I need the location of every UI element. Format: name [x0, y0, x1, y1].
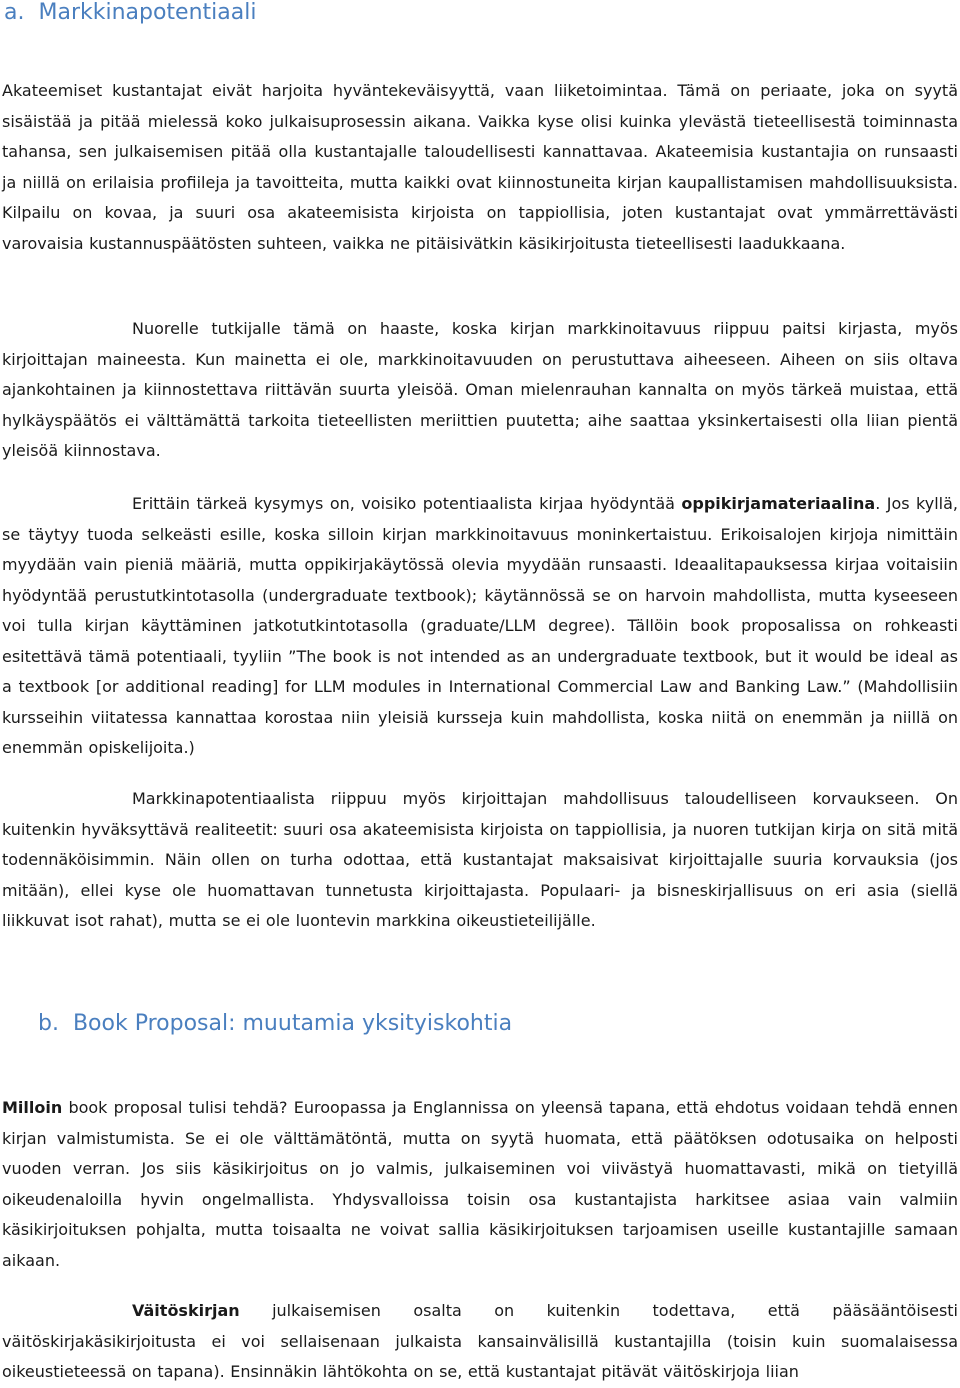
section-heading-a	[4, 0, 256, 26]
section-heading-b	[38, 1011, 512, 1037]
text-run: . Jos kyllä, se täytyy tuoda selkeästi esille, koska silloin kirjan markkinoitavuus moninkertaistuu. Erikoisalojen kirjoja nimittäin myydään vain pieniä määriä, mutta oppikirjakäytössä olevia myydään runsaasti. Ideaalitapauksessa kirjaa voitaisiin hyödyntää perustutkintotasolla (undergraduate textbook); käytännössä se on harvoin mahdollista, mutta kyseeseen voi tulla kirjan käyttäminen jatkotutkintotasolla (graduate/LLM degree). Tällöin book proposalissa on rohkeasti esitettävä tämä potentiaali, tyyliin ”The book is not intended as an undergraduate textbook, but it would be ideal as a textbook [or additional reading] for LLM modules in International Commercial Law and Banking Law.” (Mahdollisiin kursseihin viitatessa kannattaa korostaa niin yleisiä kursseja kuin mahdollista, koska niitä on enemmän ja niillä on enemmän opiskelijoita.)	[2, 494, 959, 757]
bold-term: oppikirjamateriaalina	[681, 494, 876, 513]
bold-term: Milloin	[2, 1098, 63, 1117]
paragraph-compensation: Markkinapotentiaalista riippuu myös kirjoittajan mahdollisuus taloudelliseen korvaukseen. On kuitenkin hyväksyttävä realiteetit: suuri osa akateemisista kirjoista on tappiollisia, ja nuoren tutkijan kirja on sitä mitä todennäköisimmin. Näin ollen on turha odottaa, että kustantajat maksaisivat kirjoittajalle suuria korvauksia (jos mitään), ellei kyse ole huomattavan tunnetusta kirjoittajasta. Populaari- ja bisneskirjallisuus on eri asia (siellä liikkuvat isot rahat), mutta se ei ole luontevin markkina oikeustieteilijälle.	[2, 789, 958, 930]
section-marker: a.	[4, 0, 25, 25]
paragraph-textbook-potential	[2, 489, 958, 764]
section-title: Markkinapotentiaali	[38, 0, 257, 25]
paragraph-young-researcher: Nuorelle tutkijalle tämä on haaste, koska kirjan markkinoitavuus riippuu paitsi kirjasta, myös kirjoittajan maineesta. Kun mainetta ei ole, markkinoitavuuden on perustuttava aiheeseen. Aiheen on siis oltava ajankohtainen ja kiinnostettava riittävän suurta yleisöä. Oman mielenrauhan kannalta on myös tärkeä muistaa, että hylkäyspäätös ei välttämättä tarkoita tieteellisten meriittien puutetta; aihe saattaa yksinkertaisesti olla liian pientä yleisöä kiinnostava.	[2, 319, 958, 460]
bold-term: Väitöskirjan	[132, 1301, 240, 1320]
paragraph-dissertation	[2, 1296, 958, 1388]
text-run: julkaisemisen osalta on kuitenkin todettava, että pääsääntöisesti väitöskirjakäsikirjoitusta ei voi sellaisenaan julkaista kansainvälisillä kustantajilla (toisin kuin suomalaisessa oikeustieteessä on tapana). Ensinnäkin lähtökohta on se, että kustantajat pitävät väitöskirjoja liian	[2, 1301, 958, 1381]
text-run: Erittäin tärkeä kysymys on, voisiko potentiaalista kirjaa hyödyntää	[132, 494, 682, 513]
paragraph-timing	[2, 1093, 958, 1276]
text-run: book proposal tulisi tehdä? Euroopassa ja Englannissa on yleensä tapana, että ehdotus voidaan tehdä ennen kirjan valmistumista. Se ei ole välttämätöntä, mutta on syytä huomata, että päätöksen odotusaika on helposti vuoden verran. Jos siis käsikirjoitus on jo valmis, julkaiseminen voi viivästyä huomattavasti, mikä on tietyillä oikeudenaloilla hyvin ongelmallista. Yhdysvalloissa toisin osa kustantajista harkitsee asiaa vain valmiin käsikirjoituksen pohjalta, mutta toisaalta ne voivat sallia käsikirjoituksen tarjoamisen useille kustantajille samaan aikaan.	[2, 1098, 958, 1270]
paragraph-intro: Akateemiset kustantajat eivät harjoita hyväntekeväisyyttä, vaan liiketoimintaa. Tämä on periaate, joka on syytä sisäistää ja pitää mielessä koko julkaisuprosessin aikana. Vaikka kyse olisi kuinka ylevästä tieteellisestä toiminnasta tahansa, sen julkaisemisen pitää olla kustantajalle taloudellisesti kannattavaa. Akateemisia kustantajia on runsaasti ja niillä on erilaisia profiileja ja tavoitteita, mutta kaikki ovat kiinnostuneita kirjan kaupallistamisen mahdollisuuksista. Kilpailu on kovaa, ja suuri osa akateemisista kirjoista on tappiollisia, joten kustantajat ovat ymmärrettävästi varovaisia kustannuspäätösten suhteen, vaikka ne pitäisivätkin käsikirjoitusta tieteellisesti laadukkaana.	[2, 81, 958, 253]
section-title: Book Proposal: muutamia yksityiskohtia	[72, 1011, 513, 1036]
section-marker: b.	[38, 1011, 59, 1036]
